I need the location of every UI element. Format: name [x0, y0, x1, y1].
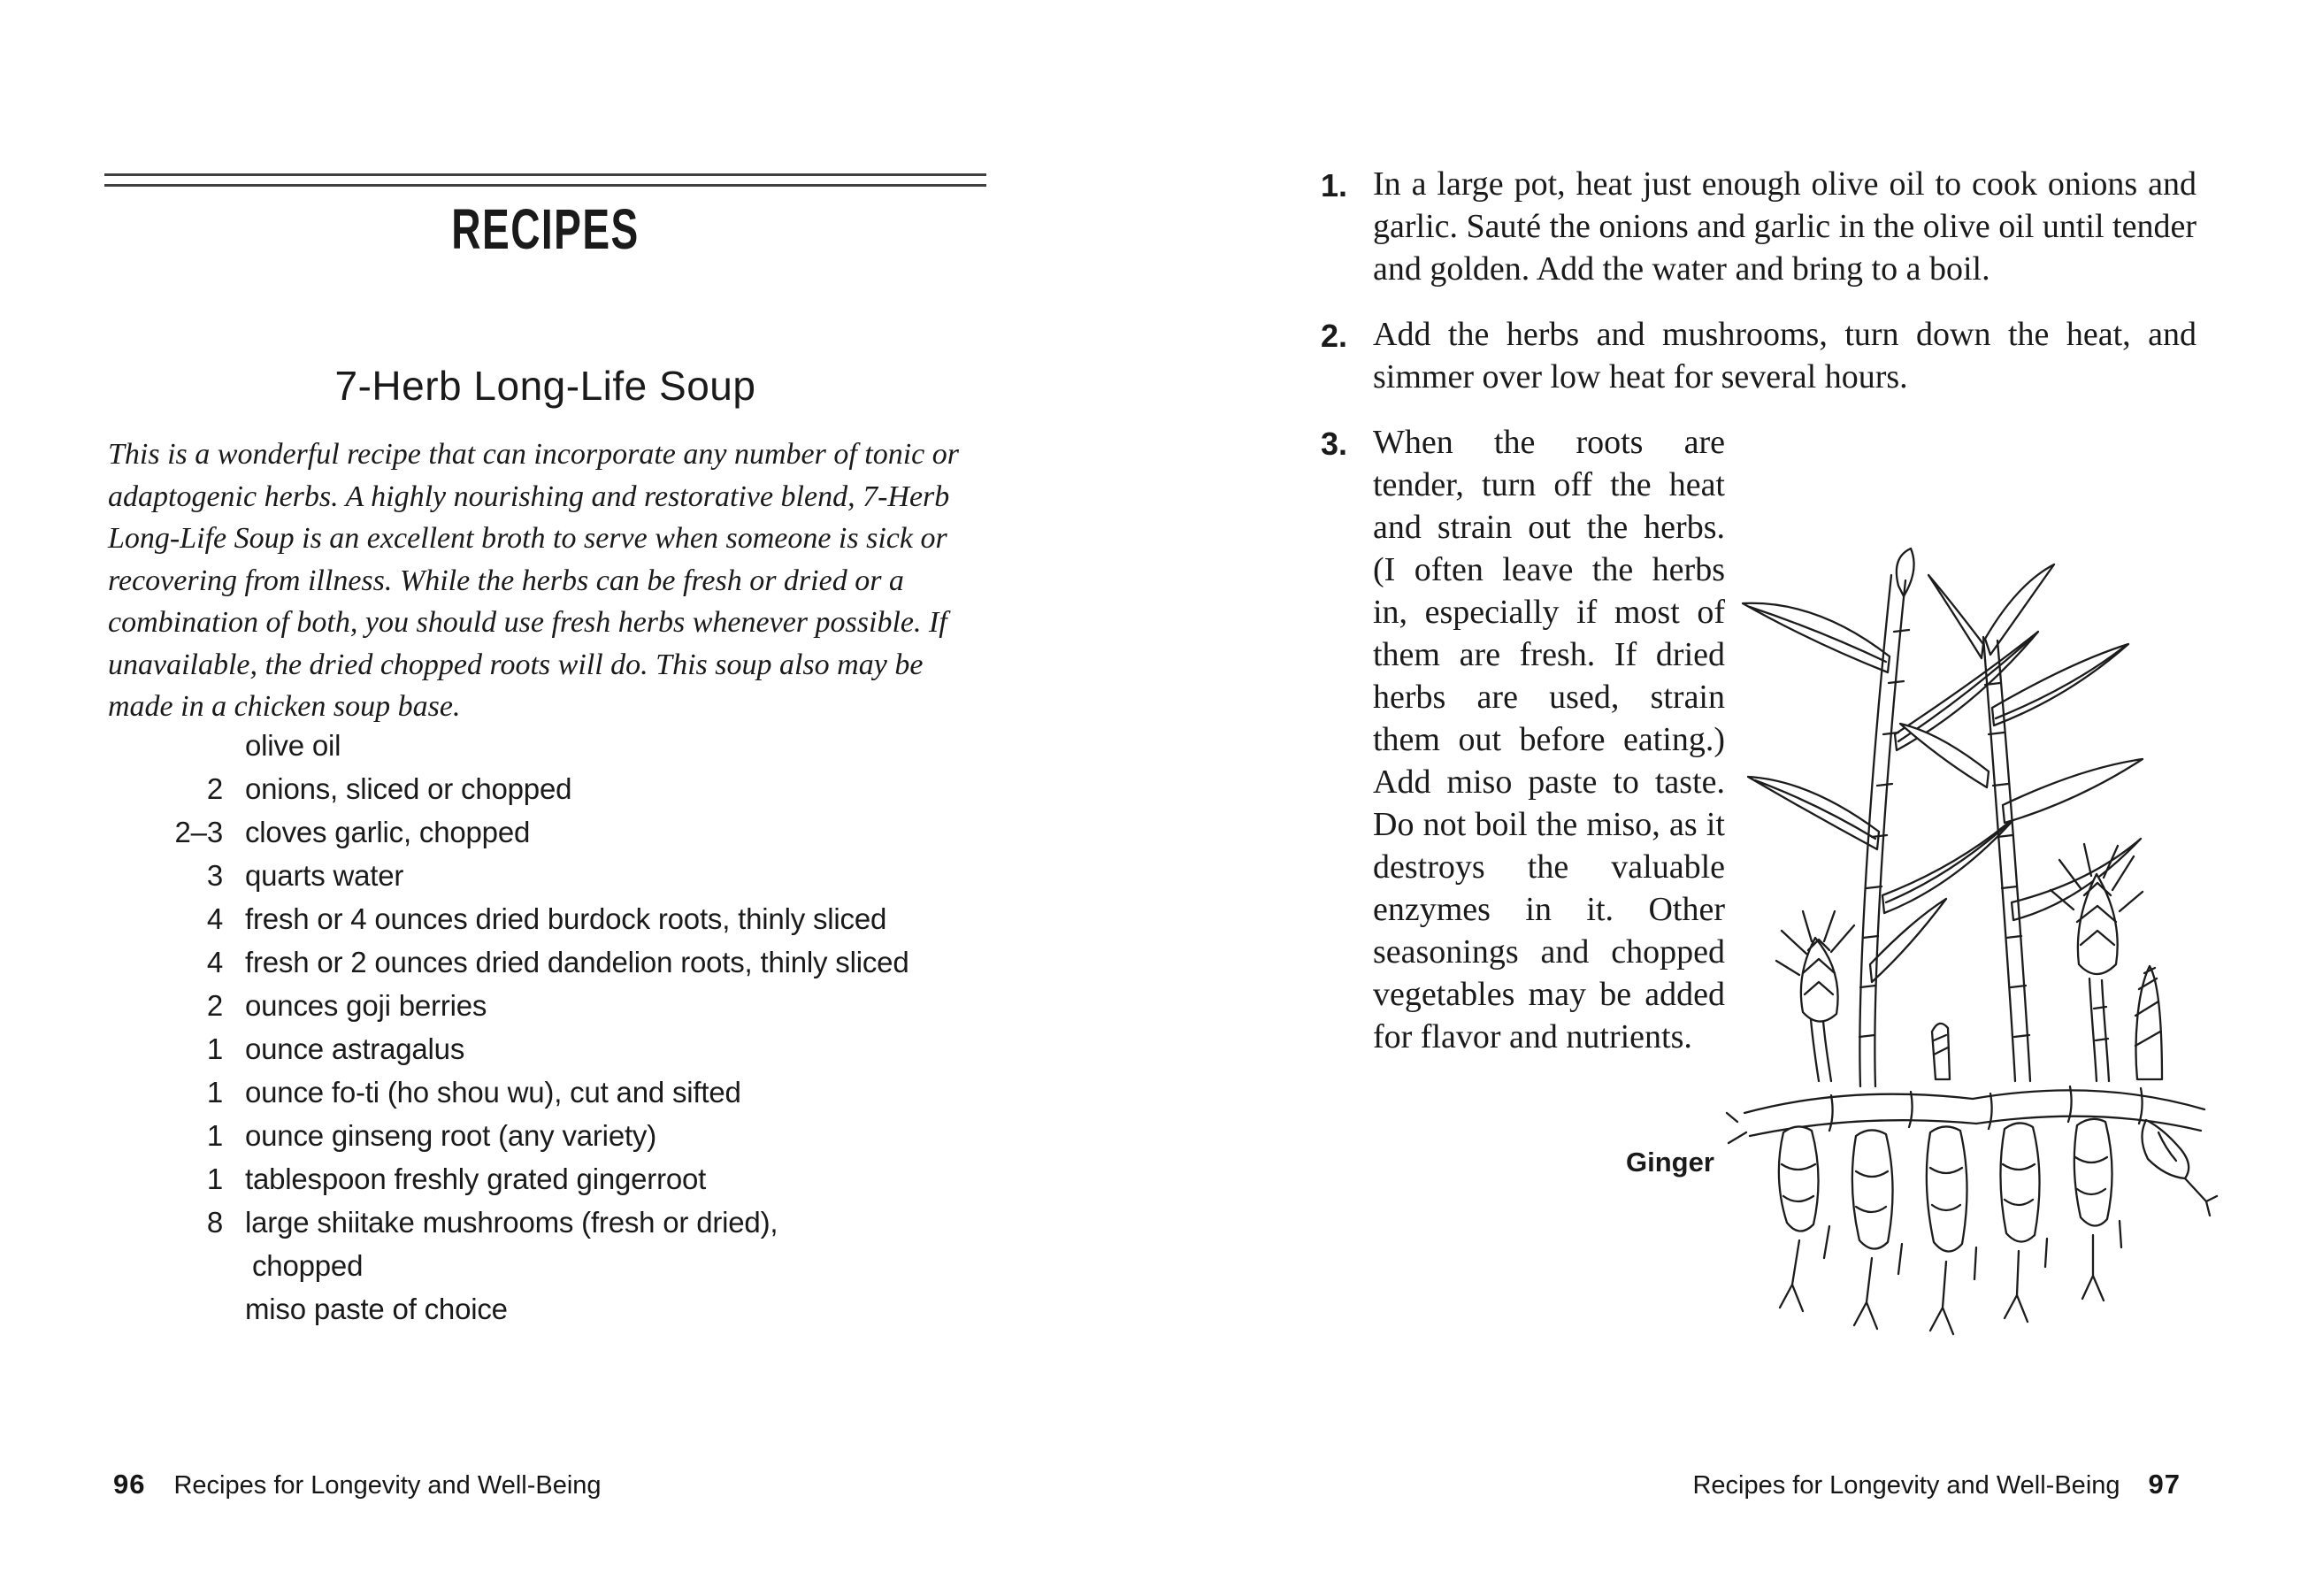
ingredient-name: ounce ginseng root (any variety)	[245, 1119, 657, 1152]
ingredient-qty: 2	[206, 989, 223, 1022]
step-text: In a large pot, heat just enough olive oil to cook onions and garlic. Sauté the onions and garlic in the olive oil until tender and golden. Add the water and bring to a boil.	[1373, 165, 2196, 288]
ingredient-row	[104, 1157, 986, 1201]
ingredient-name-continuation: chopped	[252, 1249, 364, 1282]
ingredient-qty: 4	[206, 946, 223, 978]
step-text: Add the herbs and mushrooms, turn down the heat, and simmer over low heat for several hours.	[1373, 316, 2196, 395]
ginger-rhizome	[1727, 1086, 2217, 1334]
ingredient-qty: 1	[206, 1032, 223, 1065]
ingredient-name: tablespoon freshly grated gingerroot	[245, 1162, 707, 1195]
ginger-illustration-container	[1750, 545, 2196, 1372]
ingredient-qty: 8	[206, 1206, 223, 1239]
step-text: When the roots are tender, turn off the heat and strain out the herbs. (I often leave the herbs in, especially if most of them are fresh. If dried herbs are used, strain them out before eating.) Add miso paste to taste. Do not boil the miso, as it destroys the valuable enzymes in it. Other seasonings and chopped vegetables may be added for flavor and nutrients.	[1373, 424, 1725, 1055]
ginger-flower-buds	[1776, 844, 2162, 1081]
ingredient-name: onions, sliced or chopped	[245, 772, 572, 805]
ingredient-qty: 3	[206, 859, 223, 892]
ingredient-qty: 1	[206, 1119, 223, 1152]
ingredient-row	[104, 810, 986, 854]
ingredient-name: fresh or 4 ounces dried burdock roots, thinly sliced	[245, 902, 887, 935]
ingredient-qty: 4	[206, 902, 223, 935]
step-text-wrap	[1373, 421, 2196, 1372]
page-number: 96	[113, 1469, 146, 1500]
ingredient-qty	[104, 1287, 223, 1331]
step-number: 3.	[1321, 426, 1348, 462]
ingredient-name: large shiitake mushrooms (fresh or dried),	[245, 1206, 778, 1239]
left-page-footer	[113, 1469, 602, 1500]
ingredient-name: miso paste of choice	[245, 1293, 508, 1325]
recipe-intro: This is a wonderful recipe that can incorporate any number of tonic or adaptogenic herbs. A highly nourishing and restorative blend, 7-Herb Long-Life Soup is an excellent broth to serve when someone is sick or recovering from illness. While the herbs can be fresh or dried or a combination of both, you should use fresh herbs whenever possible. If unavailable, the dried chopped roots will do. This soup also may be made in a chicken soup base.	[108, 438, 959, 723]
ingredient-row	[104, 940, 986, 984]
running-title: Recipes for Longevity and Well-Being	[173, 1471, 602, 1500]
section-header-text: RECIPES	[451, 197, 640, 261]
step-item	[1321, 163, 2196, 290]
ingredient-qty	[104, 724, 223, 767]
ingredient-row	[104, 1114, 986, 1157]
ingredient-qty: 2	[206, 772, 223, 805]
ingredient-row	[104, 897, 986, 940]
ingredient-row	[104, 767, 986, 810]
recipe-title: 7-Herb Long-Life Soup	[334, 362, 756, 409]
page-number: 97	[2148, 1469, 2181, 1500]
ingredient-row	[104, 1201, 986, 1287]
ingredient-name: cloves garlic, chopped	[245, 816, 531, 848]
running-title: Recipes for Longevity and Well-Being	[1692, 1471, 2120, 1500]
illustration-caption: Ginger	[1626, 1147, 1714, 1178]
ingredient-name: ounce astragalus	[245, 1032, 465, 1065]
section-header	[104, 196, 986, 262]
ingredient-name: fresh or 2 ounces dried dandelion roots, thinly sliced	[245, 946, 909, 978]
section-divider-rule	[104, 173, 986, 187]
ingredient-qty: 1	[206, 1162, 223, 1195]
ginger-illustration	[1725, 545, 2220, 1368]
ingredient-name: ounces goji berries	[245, 989, 487, 1022]
ingredient-row	[104, 854, 986, 897]
ingredient-qty: 2–3	[174, 816, 223, 848]
ingredient-name: quarts water	[245, 859, 404, 892]
step-number: 1.	[1321, 167, 1348, 203]
ingredient-name: ounce fo-ti (ho shou wu), cut and sifted	[245, 1076, 741, 1109]
ingredient-list	[104, 724, 986, 1331]
step-number: 2.	[1321, 318, 1348, 354]
instruction-steps	[1321, 163, 2196, 1395]
right-page-footer	[1692, 1469, 2181, 1500]
ingredient-row	[104, 984, 986, 1027]
ingredient-row	[104, 1027, 986, 1070]
ingredient-row	[104, 1287, 986, 1331]
ingredient-row	[104, 724, 986, 767]
step-item	[1321, 421, 2196, 1372]
ingredient-row	[104, 1070, 986, 1114]
ingredient-name: olive oil	[245, 729, 341, 762]
step-item	[1321, 313, 2196, 398]
ingredient-qty: 1	[206, 1076, 223, 1109]
